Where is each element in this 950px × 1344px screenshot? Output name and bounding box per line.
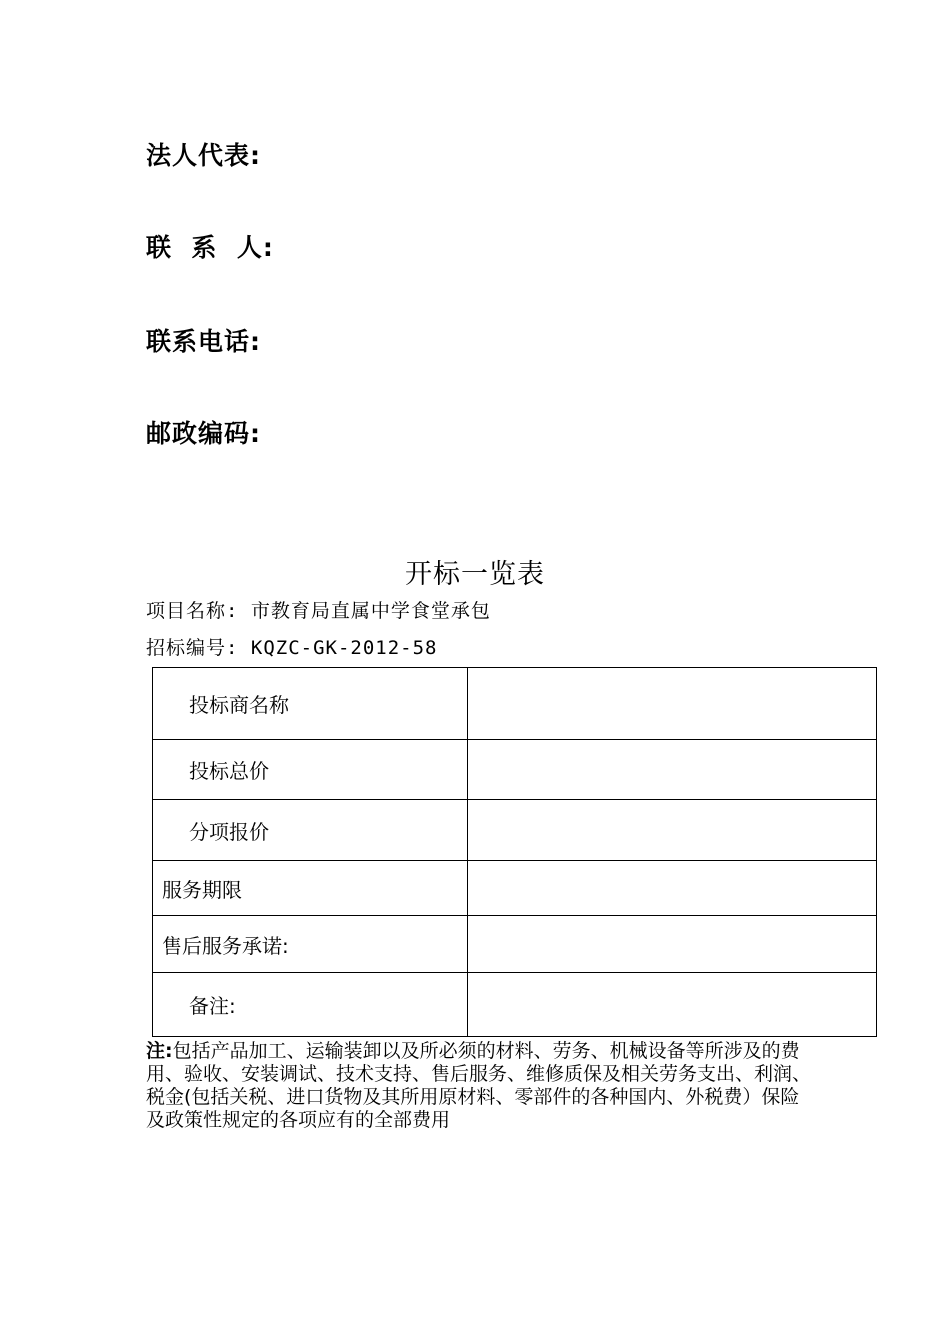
row-label-bidder-name: 投标商名称 [153,668,468,740]
table-row [153,740,877,800]
row-label-itemized-price: 分项报价 [153,800,468,861]
project-name: 项目名称: 市教育局直属中学食堂承包 [146,600,491,622]
table-row [153,916,877,973]
page-title: 开标一览表 [405,559,545,590]
footnote-text: 包括产品加工、运输装卸以及所必须的材料、劳务、机械设备等所涉及的费用、验收、安装调试、技术支持、售后服务、维修质保及相关劳务支出、利润、税金(包括关税、进口货物及其所用原材料、零部件的各种国内、外税费）保险及政策性规定的各项应有的全部费用 [146,1040,812,1131]
footnote [146,1040,816,1132]
row-value-service-period[interactable] [468,861,877,916]
table-row [153,973,877,1037]
table-row [153,861,877,916]
footnote-label: 注: [146,1040,173,1062]
row-label-after-sales: 售后服务承诺: [153,916,468,973]
row-label-total-price: 投标总价 [153,740,468,800]
phone-label: 联系电话: [146,327,261,356]
row-label-remarks: 备注: [153,973,468,1037]
row-value-remarks[interactable] [468,973,877,1037]
bid-summary-table [152,667,877,1037]
row-label-service-period: 服务期限 [153,861,468,916]
row-value-itemized-price[interactable] [468,800,877,861]
postcode-label: 邮政编码: [146,419,261,448]
row-value-after-sales[interactable] [468,916,877,973]
contact-label: 联 系 人: [146,233,274,262]
table-row [153,668,877,740]
row-value-total-price[interactable] [468,740,877,800]
table-row [153,800,877,861]
row-value-bidder-name[interactable] [468,668,877,740]
legal-rep-label: 法人代表: [146,141,261,170]
tender-number: 招标编号: KQZC-GK-2012-58 [146,637,438,659]
